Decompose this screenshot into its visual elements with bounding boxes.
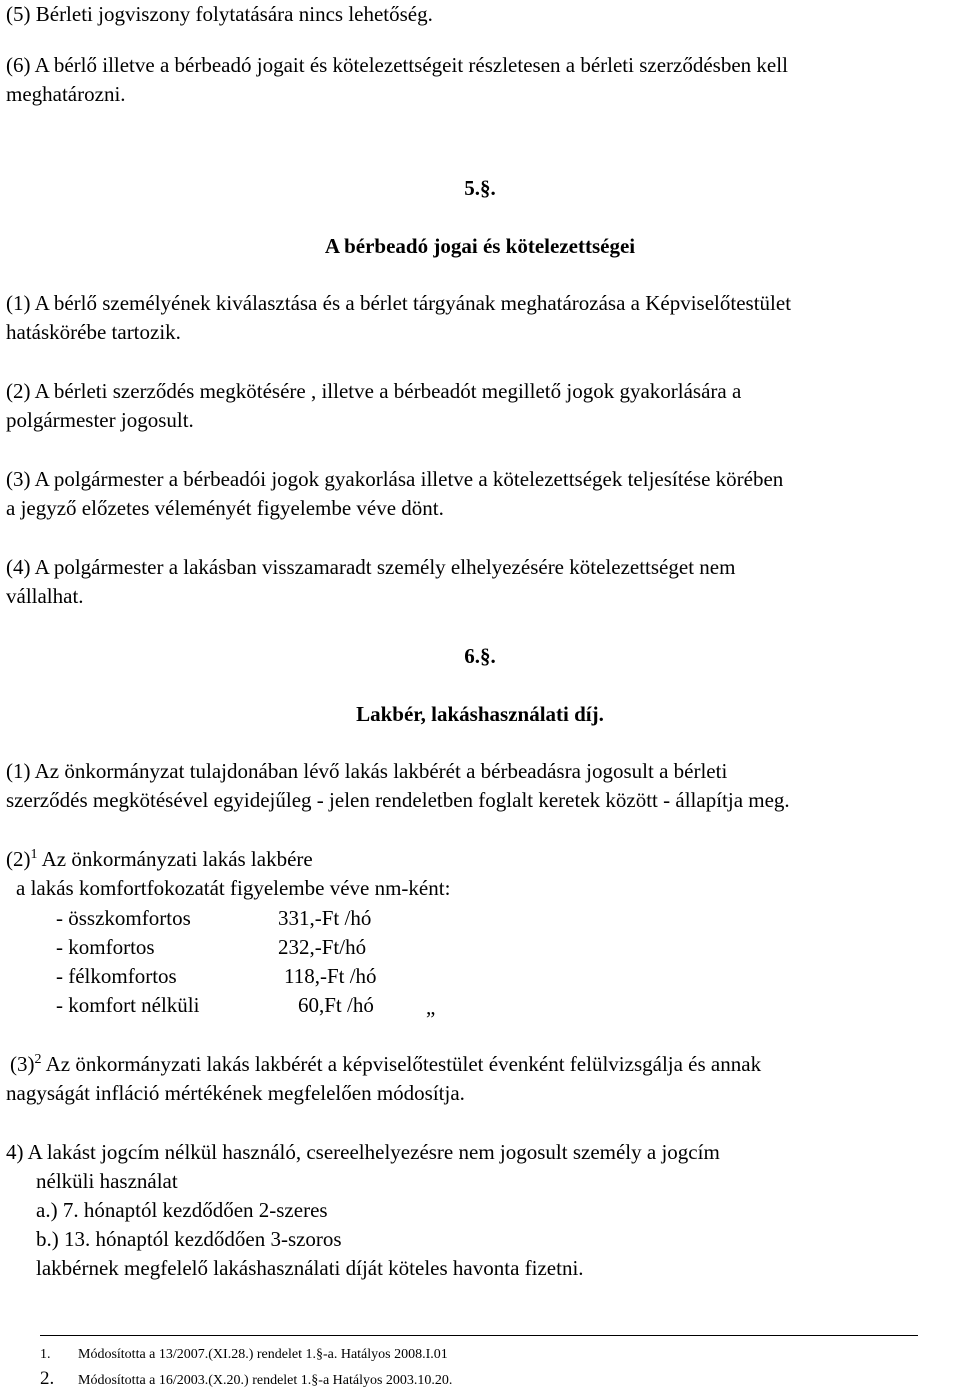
s6p4-item-b: b.) 13. hónaptól kezdődően 3-szoros (36, 1227, 342, 1251)
rate-value-felkomfortos: 118,-Ft /hó (284, 964, 377, 988)
section-5-number: 5.§. (464, 176, 496, 200)
section-5-paragraph-2 (6, 377, 956, 435)
footnote-2-number: 2. (40, 1368, 55, 1389)
s5p1-line-2: hatáskörébe tartozik. (6, 320, 181, 344)
s5p2-line-2: polgármester jogosult. (6, 408, 194, 432)
s6p2-prefix: (2) (6, 847, 31, 871)
s6p1-line-2: szerződés megkötésével egyidejűleg - jelen rendeletben foglalt keretek között - állapítja meg. (6, 788, 790, 812)
rate-label-felkomfortos: - félkomfortos (56, 964, 177, 988)
s5p4-line-1: (4) A polgármester a lakásban visszamaradt személy elhelyezésére kötelezettséget nem (6, 555, 736, 579)
section-5-paragraph-4 (6, 553, 956, 611)
s5p2-line-1: (2) A bérleti szerződés megkötésére , illetve a bérbeadót megillető jogok gyakorlására a (6, 379, 742, 403)
s6p4-item-a: a.) 7. hónaptól kezdődően 2-szeres (36, 1198, 328, 1222)
s6p2-text: Az önkormányzati lakás lakbére (37, 847, 313, 871)
s5p3-line-2: a jegyző előzetes véleményét figyelembe véve dönt. (6, 496, 444, 520)
paragraph-5: (5) Bérleti jogviszony folytatására nincs lehetőség. (6, 2, 433, 26)
rate-label-osszkomfortos: - összkomfortos (56, 906, 191, 930)
section-5-paragraph-1 (6, 289, 956, 347)
s6p1-line-1: (1) Az önkormányzat tulajdonában lévő lakás lakbérét a bérbeadásra jogosult a bérleti (6, 759, 728, 783)
footnote-separator (40, 1335, 918, 1336)
footnote-1-number: 1. (40, 1347, 51, 1362)
footnote-1-text: Módosította a 13/2007.(XI.28.) rendelet 1.§-a. Hatályos 2008.I.01 (78, 1347, 448, 1362)
rate-label-komfort-nelkuli: - komfort nélküli (56, 993, 200, 1017)
section-5-paragraph-3 (6, 465, 956, 523)
s6p2-line-1 (6, 845, 956, 874)
paragraph-6-line-2: meghatározni. (6, 82, 126, 106)
footnote-ref-2: 2 (34, 1052, 42, 1067)
paragraph-6 (6, 51, 956, 109)
section-6-paragraph-1 (6, 757, 956, 815)
s6p4-line-1: 4) A lakást jogcím nélkül használó, csereelhelyezésre nem jogosult személy a jogcím (6, 1140, 720, 1164)
s5p1-line-1: (1) A bérlő személyének kiválasztása és a bérlet tárgyának meghatározása a Képviselőtestület (6, 291, 792, 315)
section-6-paragraph-4 (6, 1138, 956, 1283)
section-6-number: 6.§. (464, 644, 496, 668)
s6p3-line-1 (6, 1050, 956, 1079)
s6p4-line-2: nélküli használat (36, 1169, 178, 1193)
section-6-title: Lakbér, lakáshasználati díj. (356, 702, 604, 726)
s5p3-line-1: (3) A polgármester a bérbeadói jogok gyakorlása illetve a kötelezettségek teljesítése körében (6, 467, 784, 491)
footnote-2 (40, 1364, 452, 1395)
closing-quote: „ (426, 995, 436, 1019)
s6p3-prefix: (3) (10, 1052, 35, 1076)
s5p4-line-2: vállalhat. (6, 584, 84, 608)
section-6-paragraph-2 (6, 845, 956, 903)
rate-value-komfort-nelkuli: 60,Ft /hó (298, 993, 374, 1017)
rate-value-osszkomfortos: 331,-Ft /hó (278, 906, 372, 930)
s6p4-line-5: lakbérnek megfelelő lakáshasználati díját köteles havonta fizetni. (36, 1256, 584, 1280)
section-6-paragraph-3 (6, 1050, 956, 1108)
paragraph-6-line-1: (6) A bérlő illetve a bérbeadó jogait és kötelezettségeit részletesen a bérleti szerződésben kell (6, 53, 788, 77)
s6p3-line-2: nagyságát infláció mértékének megfelelően módosítja. (6, 1081, 465, 1105)
footnote-ref-1: 1 (30, 847, 38, 862)
section-5-title: A bérbeadó jogai és kötelezettségei (324, 234, 636, 258)
rate-label-komfortos: - komfortos (56, 935, 155, 959)
s6p2-line-2: a lakás komfortfokozatát figyelembe véve nm-ként: (16, 876, 451, 900)
footnote-2-text: Módosította a 16/2003.(X.20.) rendelet 1.§-a Hatályos 2003.10.20. (78, 1373, 453, 1388)
rate-value-komfortos: 232,-Ft/hó (278, 935, 367, 959)
s6p3-text: Az önkormányzati lakás lakbérét a képviselőtestület évenként felülvizsgálja és annak (41, 1052, 762, 1076)
